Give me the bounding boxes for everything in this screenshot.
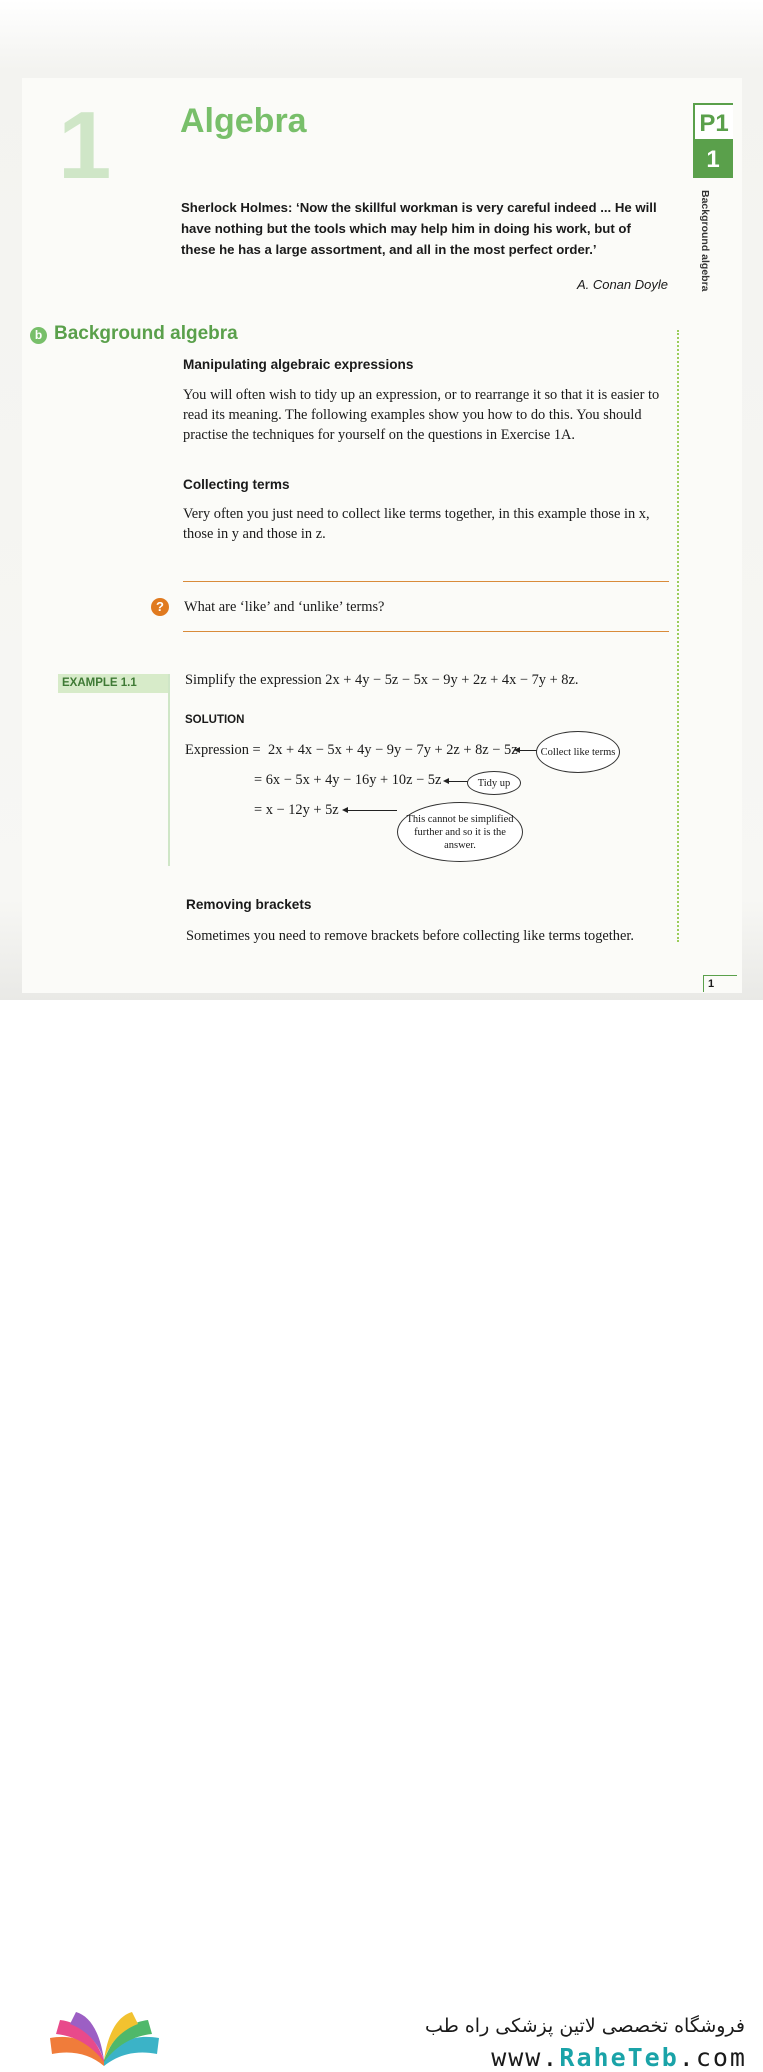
- question-mark-icon: ?: [151, 598, 169, 616]
- callout-collect-like-terms: Collect like terms: [536, 731, 620, 773]
- watermark-footer: [0, 1000, 763, 2072]
- shop-url[interactable]: [412, 2043, 747, 2072]
- solution-line1-lhs: Expression =: [185, 742, 261, 758]
- heading-manipulating: Manipulating algebraic expressions: [183, 357, 414, 372]
- section-title: Background algebra: [54, 323, 238, 344]
- question-rule-bottom: [183, 631, 669, 632]
- chapter-number: 1: [58, 92, 112, 199]
- heading-removing: Removing brackets: [186, 897, 312, 912]
- side-running-title: Background algebra: [699, 190, 711, 292]
- shop-name: فروشگاه تخصصی لاتین پزشکی راه طب: [425, 2015, 745, 2037]
- callout-cannot-simplify: This cannot be simplified further and so it is the answer.: [397, 802, 523, 862]
- section-badge-icon: b: [30, 327, 47, 344]
- question-text: What are ‘like’ and ‘unlike’ terms?: [184, 599, 385, 615]
- url-brand: RaheTeb: [559, 2043, 679, 2072]
- example-label: EXAMPLE 1.1: [58, 674, 168, 693]
- solution-line2: = 6x − 5x + 4y − 16y + 10z − 5z: [254, 772, 442, 788]
- chapter-tab-label: P1: [693, 103, 733, 141]
- example-margin-line: [168, 674, 170, 866]
- paragraph-manipulating: You will often wish to tidy up an expression, or to rearrange it so that it is easier to read its meaning. The following examples show you how to do this. You should practise the techniques for yourself on the questions in Exercise 1A.: [183, 387, 660, 443]
- solution-line1-rhs: 2x + 4x − 5x + 4y − 9y − 7y + 2z + 8z − 5z: [268, 742, 518, 758]
- heading-collecting: Collecting terms: [183, 477, 290, 492]
- solution-label: SOLUTION: [185, 714, 245, 726]
- epigraph-quote: Sherlock Holmes: ‘Now the skillful workman is very careful indeed ... He will have nothing but the tools which may help him in doing his work, but of these he has a large assortment, and all in the most perfect order.’: [181, 200, 657, 257]
- question-rule-top: [183, 581, 669, 582]
- arrow-tidy-up: [448, 781, 468, 782]
- url-suffix: .com: [678, 2043, 747, 2072]
- open-book-logo-icon: [42, 2010, 167, 2070]
- chapter-title: Algebra: [180, 102, 307, 140]
- book-page: [0, 0, 763, 1000]
- paragraph-collecting: Very often you just need to collect like terms together, in this example those in x, those in y and those in z.: [183, 506, 650, 542]
- page-number: 1: [703, 975, 737, 992]
- arrow-cannot-simplify: [347, 810, 397, 811]
- callout-tidy-up: Tidy up: [467, 771, 521, 795]
- example-prompt: Simplify the expression 2x + 4y − 5z − 5x − 9y + 2z + 4x − 7y + 8z.: [185, 672, 579, 688]
- margin-dotted-rule: [677, 330, 679, 942]
- chapter-tab-number: 1: [693, 141, 733, 178]
- epigraph-author: A. Conan Doyle: [576, 277, 668, 292]
- solution-line3: = x − 12y + 5z: [254, 802, 339, 818]
- arrow-collect-like-terms: [519, 750, 537, 751]
- paragraph-removing: Sometimes you need to remove brackets before collecting like terms together.: [186, 928, 634, 944]
- url-prefix: www.: [491, 2043, 560, 2072]
